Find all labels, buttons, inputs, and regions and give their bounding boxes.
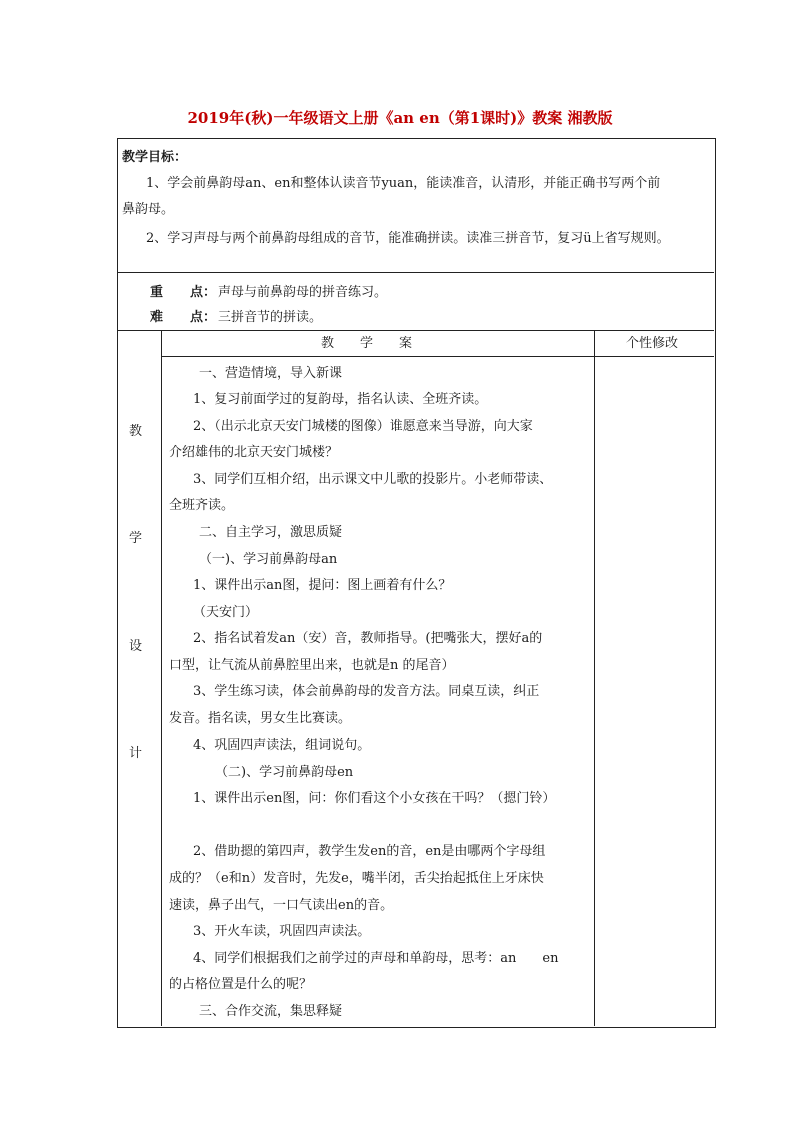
plan-line: 全班齐读。	[169, 498, 235, 513]
difficult-point-label-2: 点：	[190, 310, 217, 325]
plan-line: 3、学生练习读，体会前鼻韵母的发音方法。同桌互读，纠正	[193, 684, 540, 699]
plan-line: 1、课件出示en图，问：你们看这个小女孩在干吗？（摁门铃）	[193, 791, 556, 806]
side-label-char-1: 教	[129, 424, 143, 439]
objective-1-line-1: 1、学会前鼻韵母an、en和整体认读音节yuan，能读准音，认清形，并能正确书写两个前	[146, 176, 661, 191]
plan-line: 1、复习前面学过的复韵母，指名认读、全班齐读。	[193, 392, 488, 407]
plan-column-header: 教 学 案	[321, 336, 413, 351]
divider-notes-column	[594, 330, 595, 1026]
document-title: 2019年(秋)一年级语文上册《an en（第1课时)》教案 湘教版	[187, 109, 613, 127]
plan-line: 4、同学们根据我们之前学过的声母和单韵母，思考：an en	[193, 951, 559, 966]
difficult-point-label-1: 难	[150, 310, 164, 325]
key-point-label-1: 重	[150, 285, 164, 300]
side-label-char-4: 计	[129, 746, 143, 761]
plan-line: （一)、学习前鼻韵母an	[199, 552, 338, 567]
objectives-heading: 教学目标：	[122, 150, 188, 165]
plan-line: 3、同学们互相介绍，出示课文中儿歌的投影片。小老师带读、	[193, 472, 553, 487]
plan-line: （二)、学习前鼻韵母en	[215, 765, 354, 780]
side-label-char-2: 学	[129, 531, 143, 546]
plan-line: 3、开火车读，巩固四声读法。	[193, 924, 371, 939]
plan-line: 4、巩固四声读法，组词说句。	[193, 738, 371, 753]
plan-line: （天安门）	[193, 605, 259, 620]
plan-line: 二、自主学习，激思质疑	[199, 525, 343, 540]
plan-line: 成的？（e和n）发音时，先发e，嘴半闭，舌尖抬起抵住上牙床快	[169, 871, 544, 886]
plan-line: 三、合作交流，集思释疑	[199, 1004, 343, 1019]
divider-side-column	[161, 330, 162, 1026]
plan-line: 发音。指名读，男女生比赛读。	[169, 711, 352, 726]
plan-line: 速读，鼻子出气，一口气读出en的音。	[169, 898, 394, 913]
notes-column-header: 个性修改	[626, 336, 679, 351]
objective-2-line-1: 2、学习声母与两个前鼻韵母组成的音节，能准确拼读。读准三拼音节，复习ü上省写规则。	[146, 231, 670, 246]
plan-line: 介绍雄伟的北京天安门城楼？	[169, 445, 339, 460]
plan-line: 1、课件出示an图，提问：图上画着有什么？	[193, 578, 452, 593]
plan-line: 的占格位置是什么的呢？	[169, 977, 313, 992]
key-point-text: 声母与前鼻韵母的拼音练习。	[218, 285, 388, 300]
side-label-char-3: 设	[129, 639, 143, 654]
plan-line: 2、指名试着发an（安）音，教师指导。(把嘴张大，摆好a的	[193, 631, 543, 646]
key-point-label-2: 点：	[190, 285, 217, 300]
plan-line: 2、（出示北京天安门城楼的图像）谁愿意来当导游，向大家	[193, 419, 533, 434]
plan-line: 2、借助摁的第四声，教学生发en的音，en是由哪两个字母组	[193, 844, 546, 859]
plan-line: 一、营造情境，导入新课	[199, 366, 343, 381]
divider-objectives	[117, 272, 714, 273]
difficult-point-text: 三拼音节的拼读。	[218, 310, 323, 325]
plan-line: 口型，让气流从前鼻腔里出来，也就是n 的尾音）	[169, 658, 455, 673]
objective-1-line-2: 鼻韵母。	[122, 202, 175, 217]
